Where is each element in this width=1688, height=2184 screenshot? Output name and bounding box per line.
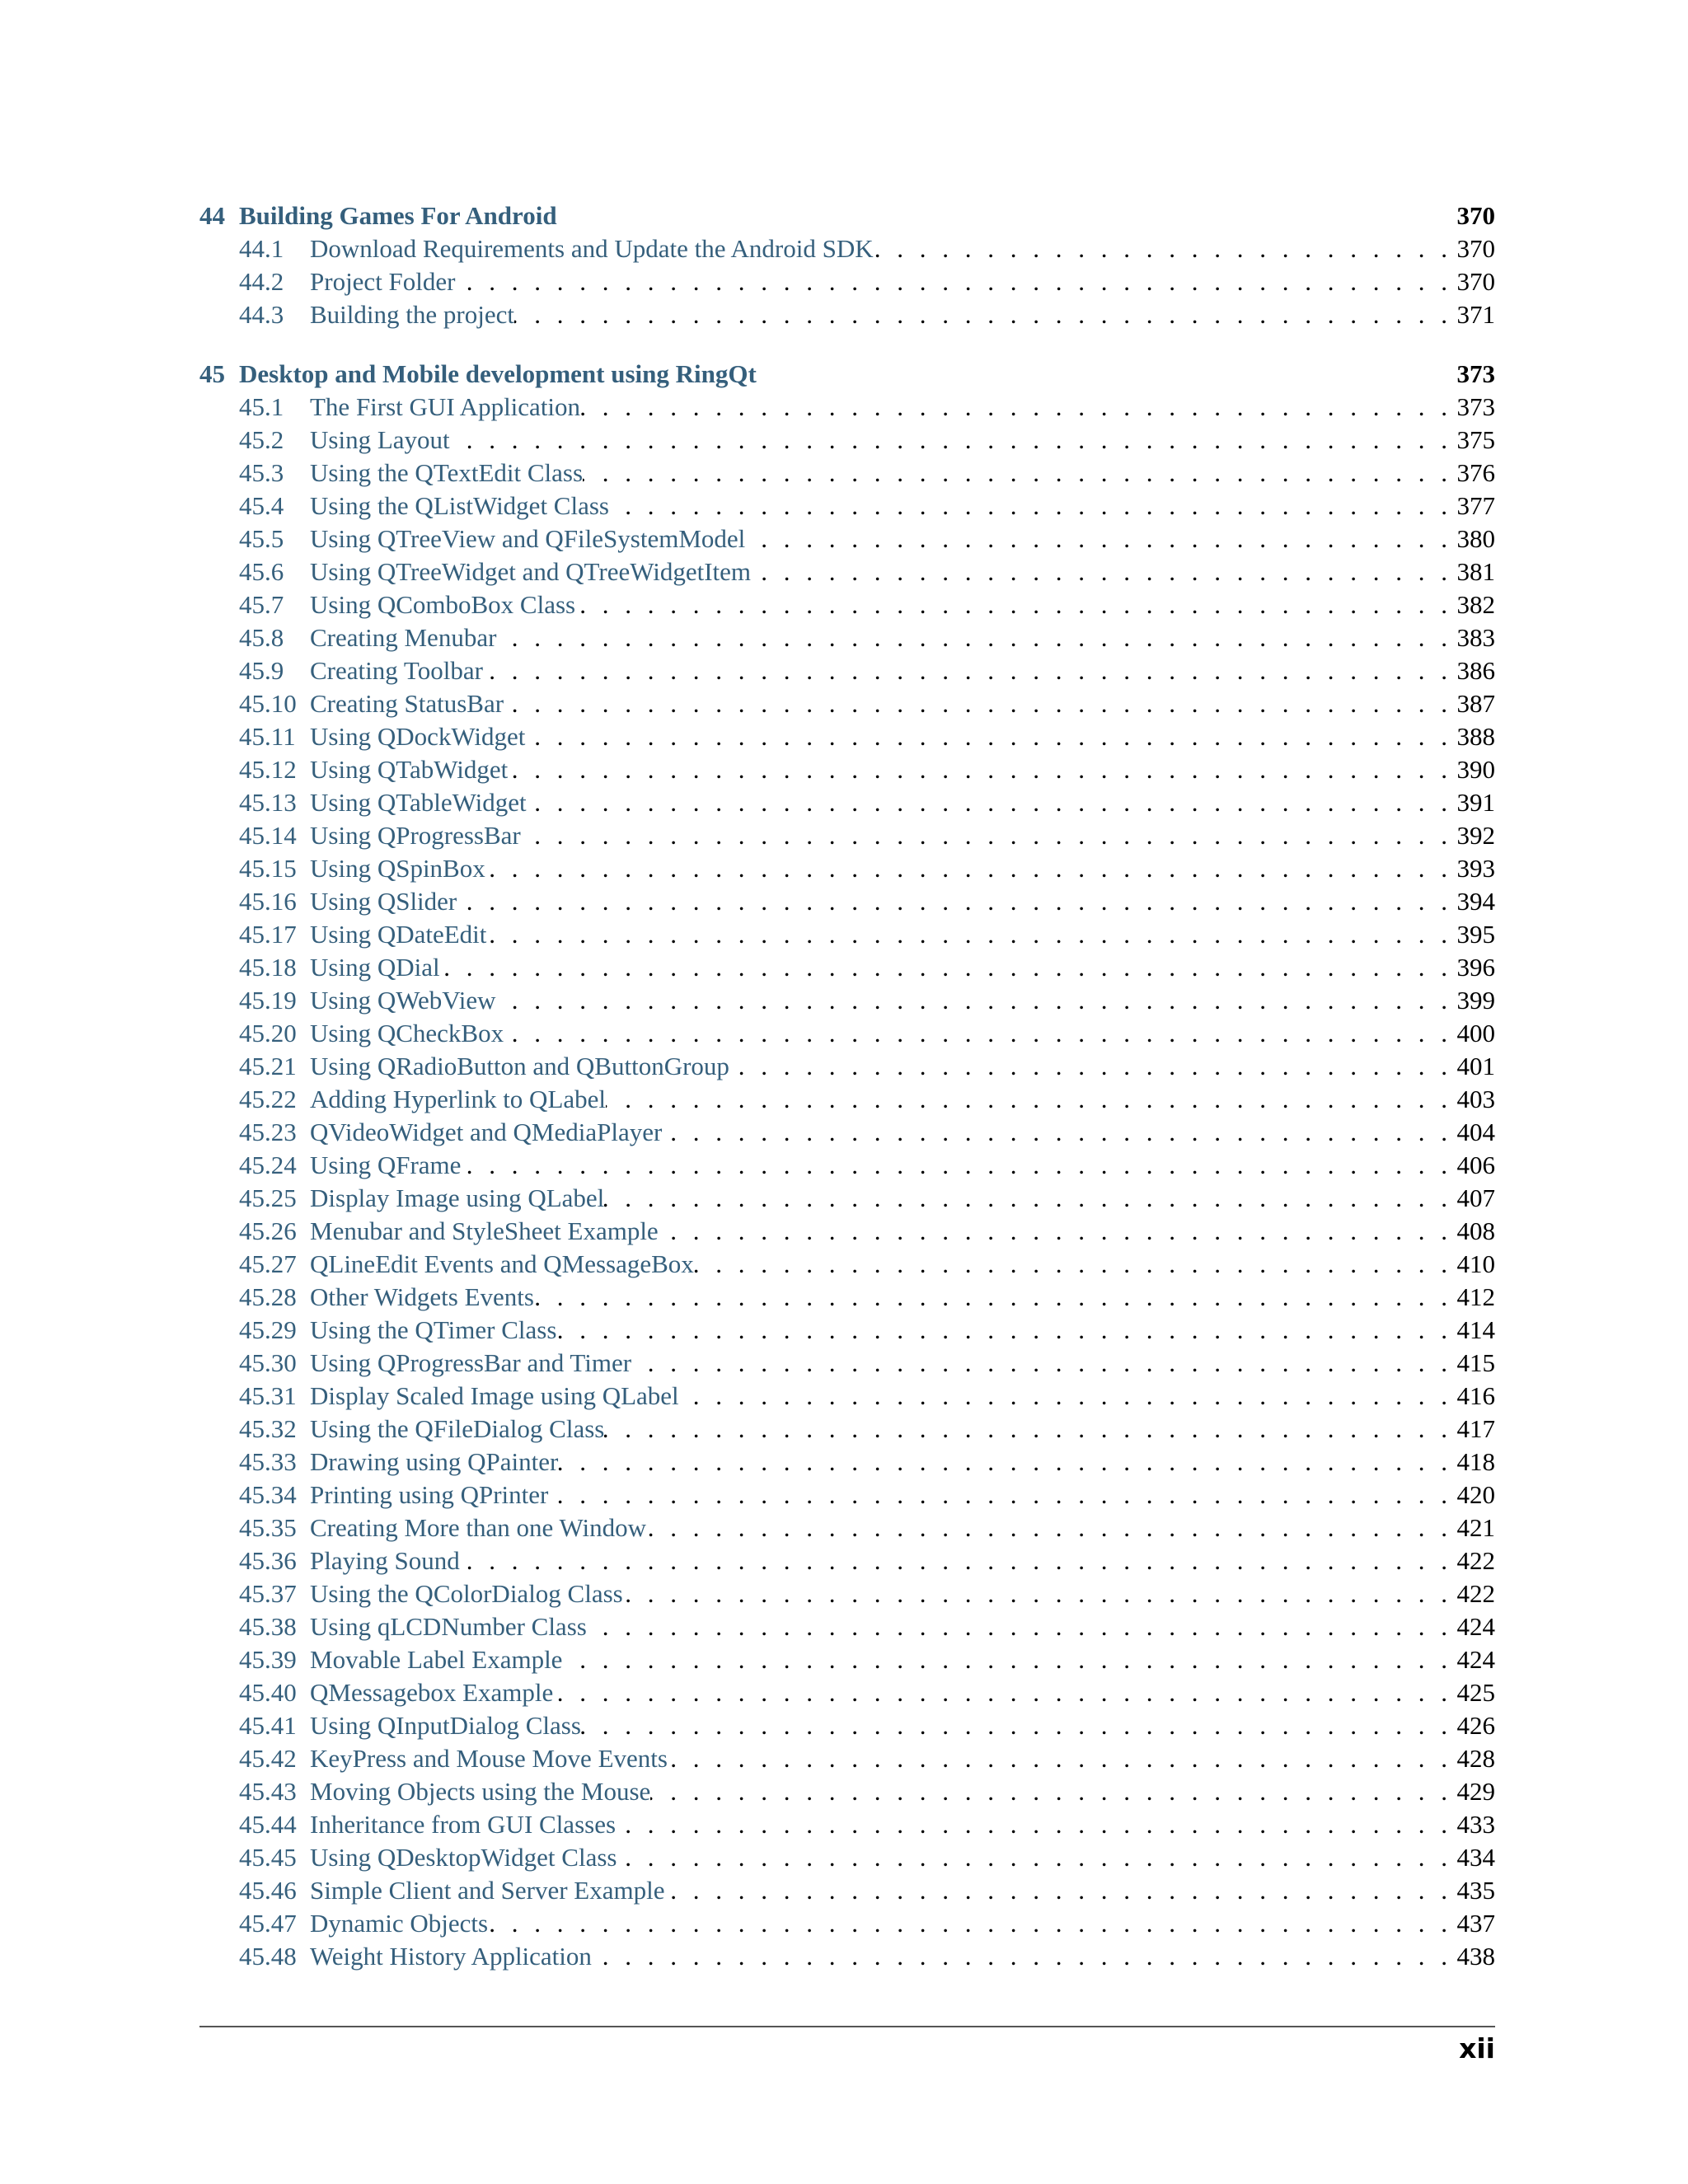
section-title: Dynamic Objects	[310, 1909, 489, 1938]
dot-leader	[631, 1347, 1452, 1380]
section-title: Creating More than one Window	[310, 1513, 646, 1542]
section-number: 45.3	[239, 458, 284, 487]
toc-entry-link[interactable]	[199, 1643, 1495, 1676]
table-of-contents	[199, 199, 1495, 1973]
section-page-number: 408	[1456, 1216, 1495, 1245]
chapter-title: Desktop and Mobile development using RingQt	[239, 359, 757, 388]
section-number: 45.42	[239, 1744, 297, 1773]
section-title: Using QComboBox Class	[310, 590, 576, 619]
dot-leader	[486, 918, 1452, 951]
dot-leader	[456, 265, 1453, 298]
section-number: 45.10	[239, 689, 297, 718]
section-number: 45.20	[239, 1019, 297, 1047]
section-title: Using QDateEdit	[310, 920, 487, 949]
toc-entry-link[interactable]	[199, 1610, 1495, 1643]
dot-leader	[751, 555, 1452, 588]
section-title: Simple Client and Server Example	[310, 1876, 665, 1905]
toc-entry-link[interactable]	[199, 298, 1495, 331]
section-title: Using the QListWidget Class	[310, 491, 609, 520]
toc-entry-link[interactable]	[199, 1017, 1495, 1050]
dot-leader	[508, 753, 1452, 786]
section-number: 45.1	[239, 392, 284, 421]
section-number: 45.30	[239, 1348, 297, 1377]
dot-leader	[460, 1544, 1452, 1577]
section-title: Using QSpinBox	[310, 854, 485, 883]
toc-entry-link[interactable]	[199, 1347, 1495, 1380]
section-title: QMessagebox Example	[310, 1678, 554, 1707]
section-page-number: 422	[1456, 1546, 1495, 1575]
dot-leader	[521, 819, 1452, 852]
section-page-number: 371	[1456, 300, 1495, 329]
toc-entry-link[interactable]	[199, 687, 1495, 720]
dot-leader	[514, 298, 1452, 331]
chapter-page-number: 370	[1456, 201, 1495, 230]
toc-chapter	[199, 358, 1495, 1973]
section-number: 45.29	[239, 1315, 297, 1344]
section-page-number: 387	[1456, 689, 1495, 718]
dot-leader	[662, 1116, 1452, 1149]
section-number: 45.48	[239, 1942, 297, 1971]
toc-entry-link[interactable]	[199, 1907, 1495, 1940]
section-page-number: 428	[1456, 1744, 1495, 1773]
dot-leader	[580, 391, 1452, 424]
section-number: 45.34	[239, 1480, 297, 1509]
section-title: Moving Objects using the Mouse	[310, 1777, 651, 1806]
section-page-number: 377	[1456, 491, 1495, 520]
section-page-number: 410	[1456, 1249, 1495, 1278]
section-title: Using the QColorDialog Class	[310, 1579, 623, 1608]
dot-leader	[485, 852, 1452, 885]
section-title: Using QDockWidget	[310, 722, 526, 751]
dot-leader	[527, 786, 1452, 819]
toc-entry-link[interactable]	[199, 1544, 1495, 1577]
section-page-number: 424	[1456, 1612, 1495, 1641]
section-number: 45.19	[239, 986, 297, 1015]
section-title: Using QCheckBox	[310, 1019, 504, 1047]
section-title: Using QTabWidget	[310, 755, 509, 784]
section-page-number: 399	[1456, 986, 1495, 1015]
section-page-number: 415	[1456, 1348, 1495, 1377]
section-number: 45.46	[239, 1876, 297, 1905]
section-number: 45.6	[239, 557, 284, 586]
section-number: 45.39	[239, 1645, 297, 1674]
section-number: 45.36	[239, 1546, 297, 1575]
dot-leader	[504, 1017, 1452, 1050]
section-number: 45.22	[239, 1085, 297, 1113]
dot-leader	[646, 1511, 1452, 1544]
toc-entry-link[interactable]	[199, 265, 1495, 298]
toc-entry-link[interactable]	[199, 1380, 1495, 1413]
section-number: 45.27	[239, 1249, 297, 1278]
toc-chapter	[199, 199, 1495, 331]
toc-entry-link[interactable]	[199, 1281, 1495, 1314]
section-title: Using QSlider	[310, 887, 457, 916]
section-number: 45.14	[239, 821, 297, 850]
section-number: 45.45	[239, 1843, 297, 1872]
toc-entry-link[interactable]	[199, 1182, 1495, 1215]
section-title: Building the project	[310, 300, 514, 329]
toc-entry-link[interactable]	[199, 1874, 1495, 1907]
section-number: 45.33	[239, 1447, 297, 1476]
section-page-number: 400	[1456, 1019, 1495, 1047]
toc-entry-link[interactable]	[199, 1808, 1495, 1841]
section-title: Inheritance from GUI Classes	[310, 1810, 617, 1839]
section-page-number: 390	[1456, 755, 1495, 784]
toc-entry-link[interactable]	[199, 490, 1495, 523]
section-title: Using QProgressBar	[310, 821, 521, 850]
dot-leader	[650, 1775, 1452, 1808]
section-title: Playing Sound	[310, 1546, 460, 1575]
toc-entry-link[interactable]	[199, 1215, 1495, 1248]
section-number: 45.37	[239, 1579, 297, 1608]
section-title: Adding Hyperlink to QLabel	[310, 1085, 607, 1113]
dot-leader	[553, 1676, 1452, 1709]
section-title: Project Folder	[310, 267, 456, 296]
toc-entry-link[interactable]	[199, 1413, 1495, 1446]
toc-entry-link[interactable]	[199, 1676, 1495, 1709]
section-page-number: 406	[1456, 1151, 1495, 1179]
section-number: 45.25	[239, 1183, 297, 1212]
section-page-number: 383	[1456, 623, 1495, 652]
dot-leader	[587, 1610, 1452, 1643]
dot-leader	[616, 1808, 1452, 1841]
section-number: 45.9	[239, 656, 284, 685]
toc-entry-link[interactable]	[199, 1841, 1495, 1874]
section-number: 45.38	[239, 1612, 297, 1641]
section-title: Using QDesktopWidget Class	[310, 1843, 617, 1872]
toc-entry-link[interactable]	[199, 885, 1495, 918]
toc-entry-link[interactable]	[199, 753, 1495, 786]
section-page-number: 433	[1456, 1810, 1495, 1839]
dot-leader	[525, 720, 1452, 753]
dot-leader	[874, 232, 1452, 265]
section-page-number: 425	[1456, 1678, 1495, 1707]
toc-entry-link[interactable]	[199, 1479, 1495, 1511]
dot-leader	[504, 687, 1452, 720]
chapter-heading-link[interactable]	[199, 199, 1495, 232]
chapter-heading-link[interactable]	[199, 358, 1495, 391]
section-number: 45.4	[239, 491, 284, 520]
section-page-number: 381	[1456, 557, 1495, 586]
section-page-number: 424	[1456, 1645, 1495, 1674]
section-page-number: 420	[1456, 1480, 1495, 1509]
dot-leader	[606, 1083, 1452, 1116]
section-page-number: 382	[1456, 590, 1495, 619]
section-page-number: 417	[1456, 1414, 1495, 1443]
section-title: Using QFrame	[310, 1151, 462, 1179]
chapter-number: 44	[199, 201, 225, 230]
section-page-number: 421	[1456, 1513, 1495, 1542]
section-page-number: 386	[1456, 656, 1495, 685]
dot-leader	[679, 1380, 1452, 1413]
section-page-number: 404	[1456, 1118, 1495, 1146]
dot-leader	[604, 1182, 1452, 1215]
toc-entry-link[interactable]	[199, 1742, 1495, 1775]
section-title: Using QTableWidget	[310, 788, 527, 817]
section-page-number: 392	[1456, 821, 1495, 850]
section-title: Using the QTimer Class	[310, 1315, 557, 1344]
section-page-number: 412	[1456, 1282, 1495, 1311]
section-page-number: 394	[1456, 887, 1495, 916]
toc-entry-link[interactable]	[199, 555, 1495, 588]
section-page-number: 407	[1456, 1183, 1495, 1212]
toc-entry-link[interactable]	[199, 852, 1495, 885]
section-page-number: 414	[1456, 1315, 1495, 1344]
toc-entry-link[interactable]	[199, 1709, 1495, 1742]
page-number: xii	[1459, 2032, 1495, 2064]
section-page-number: 437	[1456, 1909, 1495, 1938]
section-page-number: 403	[1456, 1085, 1495, 1113]
section-number: 45.24	[239, 1151, 297, 1179]
dot-leader	[450, 424, 1452, 457]
section-number: 45.23	[239, 1118, 297, 1146]
section-number: 45.5	[239, 524, 284, 553]
section-title: The First GUI Application	[310, 392, 581, 421]
section-page-number: 426	[1456, 1711, 1495, 1740]
section-title: Printing using QPrinter	[310, 1480, 549, 1509]
toc-entry-link[interactable]	[199, 457, 1495, 490]
dot-leader	[694, 1248, 1452, 1281]
section-title: Other Widgets Events	[310, 1282, 534, 1311]
toc-entry-link[interactable]	[199, 391, 1495, 424]
section-number: 45.18	[239, 953, 297, 982]
dot-leader	[668, 1742, 1452, 1775]
section-page-number: 396	[1456, 953, 1495, 982]
section-number: 45.8	[239, 623, 284, 652]
dot-leader	[556, 1314, 1452, 1347]
section-title: Using QDial	[310, 953, 440, 982]
section-number: 45.15	[239, 854, 297, 883]
section-title: Using QInputDialog Class	[310, 1711, 581, 1740]
section-title: Using Layout	[310, 425, 450, 454]
toc-entry-link[interactable]	[199, 1248, 1495, 1281]
section-number: 45.44	[239, 1810, 297, 1839]
section-page-number: 418	[1456, 1447, 1495, 1476]
section-number: 45.35	[239, 1513, 297, 1542]
section-title: Display Image using QLabel	[310, 1183, 605, 1212]
section-title: QLineEdit Events and QMessageBox	[310, 1249, 694, 1278]
dot-leader	[575, 588, 1452, 621]
section-title: Creating StatusBar	[310, 689, 504, 718]
dot-leader	[604, 1413, 1452, 1446]
toc-entry-link[interactable]	[199, 1511, 1495, 1544]
toc-entry-link[interactable]	[199, 621, 1495, 654]
section-page-number: 401	[1456, 1052, 1495, 1080]
section-title: Menubar and StyleSheet Example	[310, 1216, 659, 1245]
section-number: 45.43	[239, 1777, 297, 1806]
section-page-number: 373	[1456, 392, 1495, 421]
footer-divider	[199, 2026, 1495, 2027]
dot-leader	[488, 1907, 1452, 1940]
section-page-number: 370	[1456, 234, 1495, 263]
toc-entry-link[interactable]	[199, 951, 1495, 984]
dot-leader	[562, 1643, 1452, 1676]
toc-entry-link[interactable]	[199, 918, 1495, 951]
toc-entry-link[interactable]	[199, 1577, 1495, 1610]
toc-entry-link[interactable]	[199, 1314, 1495, 1347]
section-number: 45.31	[239, 1381, 297, 1410]
section-number: 45.21	[239, 1052, 297, 1080]
dot-leader	[496, 984, 1452, 1017]
section-page-number: 422	[1456, 1579, 1495, 1608]
section-number: 44.1	[239, 234, 284, 263]
chapter-number: 45	[199, 359, 225, 388]
section-title: Using qLCDNumber Class	[310, 1612, 587, 1641]
toc-entry-link[interactable]	[199, 1149, 1495, 1182]
section-title: Download Requirements and Update the Android SDK	[310, 234, 874, 263]
dot-leader	[623, 1577, 1452, 1610]
toc-entry-link[interactable]	[199, 984, 1495, 1017]
section-number: 45.41	[239, 1711, 297, 1740]
section-number: 44.3	[239, 300, 284, 329]
dot-leader	[483, 654, 1452, 687]
chapter-title: Building Games For Android	[239, 201, 557, 230]
section-title: Weight History Application	[310, 1942, 592, 1971]
toc-entry-link[interactable]	[199, 588, 1495, 621]
dot-leader	[664, 1874, 1452, 1907]
section-page-number: 370	[1456, 267, 1495, 296]
section-number: 45.40	[239, 1678, 297, 1707]
section-page-number: 434	[1456, 1843, 1495, 1872]
dot-leader	[581, 1709, 1452, 1742]
section-title: Creating Menubar	[310, 623, 497, 652]
dot-leader	[609, 490, 1452, 523]
section-page-number: 429	[1456, 1777, 1495, 1806]
section-page-number: 376	[1456, 458, 1495, 487]
toc-entry-link[interactable]	[199, 1050, 1495, 1083]
section-page-number: 375	[1456, 425, 1495, 454]
section-page-number: 416	[1456, 1381, 1495, 1410]
section-title: KeyPress and Mouse Move Events	[310, 1744, 668, 1773]
section-title: QVideoWidget and QMediaPlayer	[310, 1118, 663, 1146]
toc-entry-link[interactable]	[199, 786, 1495, 819]
toc-entry-link[interactable]	[199, 523, 1495, 555]
dot-leader	[461, 1149, 1452, 1182]
dot-leader	[440, 951, 1452, 984]
toc-entry-link[interactable]	[199, 1940, 1495, 1973]
section-title: Using QWebView	[310, 986, 496, 1015]
dot-leader	[583, 457, 1452, 490]
toc-entry-link[interactable]	[199, 1775, 1495, 1808]
section-page-number: 391	[1456, 788, 1495, 817]
section-number: 45.2	[239, 425, 284, 454]
toc-entry-link[interactable]	[199, 424, 1495, 457]
dot-leader	[548, 1479, 1452, 1511]
section-title: Display Scaled Image using QLabel	[310, 1381, 679, 1410]
dot-leader	[534, 1281, 1452, 1314]
section-page-number: 395	[1456, 920, 1495, 949]
section-page-number: 435	[1456, 1876, 1495, 1905]
section-page-number: 393	[1456, 854, 1495, 883]
dot-leader	[745, 523, 1452, 555]
section-title: Using QRadioButton and QButtonGroup	[310, 1052, 729, 1080]
dot-leader	[457, 885, 1452, 918]
section-number: 45.47	[239, 1909, 297, 1938]
section-number: 45.12	[239, 755, 297, 784]
section-number: 45.17	[239, 920, 297, 949]
section-page-number: 380	[1456, 524, 1495, 553]
section-title: Using the QTextEdit Class	[310, 458, 584, 487]
dot-leader	[729, 1050, 1452, 1083]
section-page-number: 388	[1456, 722, 1495, 751]
toc-entry-link[interactable]	[199, 819, 1495, 852]
toc-entry-link[interactable]	[199, 720, 1495, 753]
section-number: 45.11	[239, 722, 296, 751]
section-title: Drawing using QPainter	[310, 1447, 559, 1476]
section-title: Creating Toolbar	[310, 656, 483, 685]
section-number: 45.26	[239, 1216, 297, 1245]
section-title: Using the QFileDialog Class	[310, 1414, 605, 1443]
dot-leader	[617, 1841, 1452, 1874]
toc-entry-link[interactable]	[199, 232, 1495, 265]
section-number: 45.13	[239, 788, 297, 817]
section-number: 45.32	[239, 1414, 297, 1443]
toc-entry-link[interactable]	[199, 1446, 1495, 1479]
toc-entry-link[interactable]	[199, 1116, 1495, 1149]
dot-leader	[659, 1215, 1452, 1248]
section-number: 45.7	[239, 590, 284, 619]
dot-leader	[592, 1940, 1452, 1973]
section-title: Movable Label Example	[310, 1645, 563, 1674]
section-title: Using QTreeWidget and QTreeWidgetItem	[310, 557, 752, 586]
section-page-number: 438	[1456, 1942, 1495, 1971]
dot-leader	[558, 1446, 1452, 1479]
dot-leader	[496, 621, 1452, 654]
toc-entry-link[interactable]	[199, 654, 1495, 687]
section-title: Using QProgressBar and Timer	[310, 1348, 632, 1377]
section-number: 45.16	[239, 887, 297, 916]
section-title: Using QTreeView and QFileSystemModel	[310, 524, 746, 553]
chapter-page-number: 373	[1456, 359, 1495, 388]
section-number: 45.28	[239, 1282, 297, 1311]
toc-entry-link[interactable]	[199, 1083, 1495, 1116]
section-number: 44.2	[239, 267, 284, 296]
